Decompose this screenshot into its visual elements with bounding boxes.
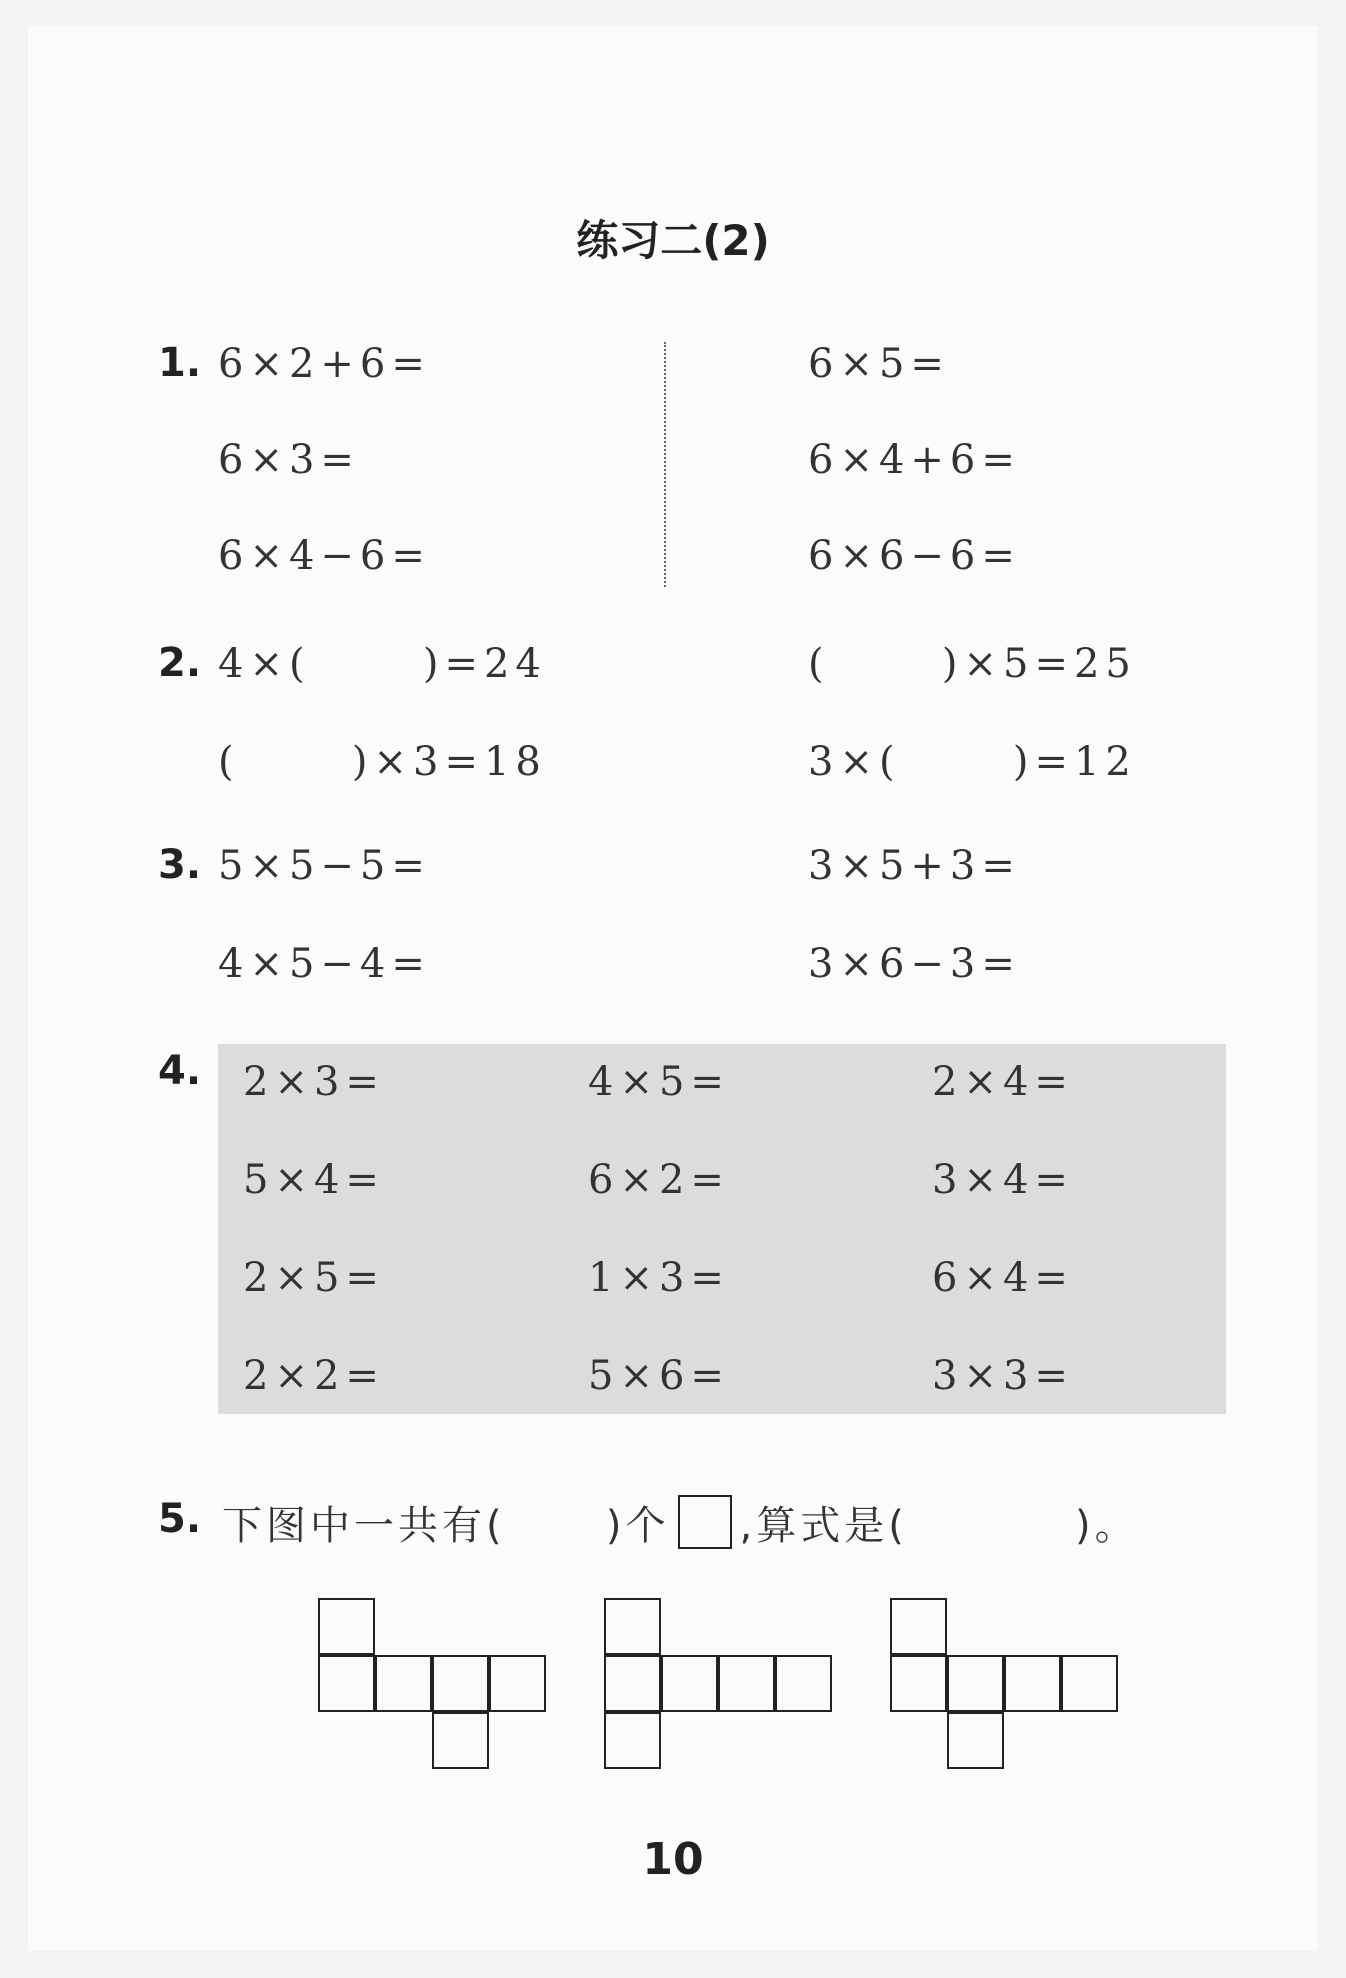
question-4-number: 4.: [158, 1048, 202, 1094]
q5-text-b: ,算式是( )。: [739, 1503, 1139, 1549]
net-cell: [318, 1598, 375, 1655]
net-cell: [604, 1598, 661, 1655]
net-cell: [718, 1655, 775, 1712]
q4-col2-2: 6×2=: [588, 1157, 730, 1203]
net-cell: [661, 1655, 718, 1712]
net-cell: [604, 1655, 661, 1712]
net-cell: [489, 1655, 546, 1712]
net-cell: [890, 1655, 947, 1712]
q1-left-3: 6×4−6=: [218, 533, 431, 579]
q4-col1-4: 2×2=: [243, 1353, 385, 1399]
q3-left-1: 5×5−5=: [218, 843, 431, 889]
net-cell: [1004, 1655, 1061, 1712]
page-number: 10: [642, 1834, 704, 1885]
q3-right-1: 3×5+3=: [808, 843, 1021, 889]
net-cell: [947, 1655, 1004, 1712]
q4-col1-2: 5×4=: [243, 1157, 385, 1203]
q2-left-2: ( )×3=18: [218, 739, 547, 785]
net-cell: [432, 1712, 489, 1769]
q1-right-1: 6×5=: [808, 341, 950, 387]
net-cell: [604, 1712, 661, 1769]
q2-left-1: 4×( )=24: [218, 641, 547, 687]
net-cell: [947, 1712, 1004, 1769]
question-5-number: 5.: [158, 1496, 202, 1542]
net-cell: [775, 1655, 832, 1712]
q4-col1-1: 2×3=: [243, 1059, 385, 1105]
net-cell: [1061, 1655, 1118, 1712]
square-icon: [678, 1495, 732, 1549]
q4-col3-1: 2×4=: [932, 1059, 1074, 1105]
q4-col2-3: 1×3=: [588, 1255, 730, 1301]
q4-col3-3: 6×4=: [932, 1255, 1074, 1301]
net-cell: [318, 1655, 375, 1712]
net-cell: [890, 1598, 947, 1655]
q4-col3-2: 3×4=: [932, 1157, 1074, 1203]
q2-right-2: 3×( )=12: [808, 739, 1137, 785]
q1-left-2: 6×3=: [218, 437, 360, 483]
net-cell: [432, 1655, 489, 1712]
q3-right-2: 3×6−3=: [808, 941, 1021, 987]
q4-col1-3: 2×5=: [243, 1255, 385, 1301]
question-1-number: 1.: [158, 340, 202, 386]
q1-right-3: 6×6−6=: [808, 533, 1021, 579]
q2-right-1: ( )×5=25: [808, 641, 1137, 687]
q4-col2-4: 5×6=: [588, 1353, 730, 1399]
q4-col2-1: 4×5=: [588, 1059, 730, 1105]
q4-col3-4: 3×3=: [932, 1353, 1074, 1399]
q1-left-1: 6×2+6=: [218, 341, 431, 387]
q5-text-a: 下图中一共有( )个: [222, 1503, 670, 1549]
q3-left-2: 4×5−4=: [218, 941, 431, 987]
page-title: 练习二(2): [576, 216, 770, 265]
question-3-number: 3.: [158, 842, 202, 888]
q1-right-2: 6×4+6=: [808, 437, 1021, 483]
dotted-divider: [664, 342, 666, 587]
q5-prompt: [222, 1494, 1139, 1551]
question-2-number: 2.: [158, 640, 202, 686]
net-cell: [375, 1655, 432, 1712]
